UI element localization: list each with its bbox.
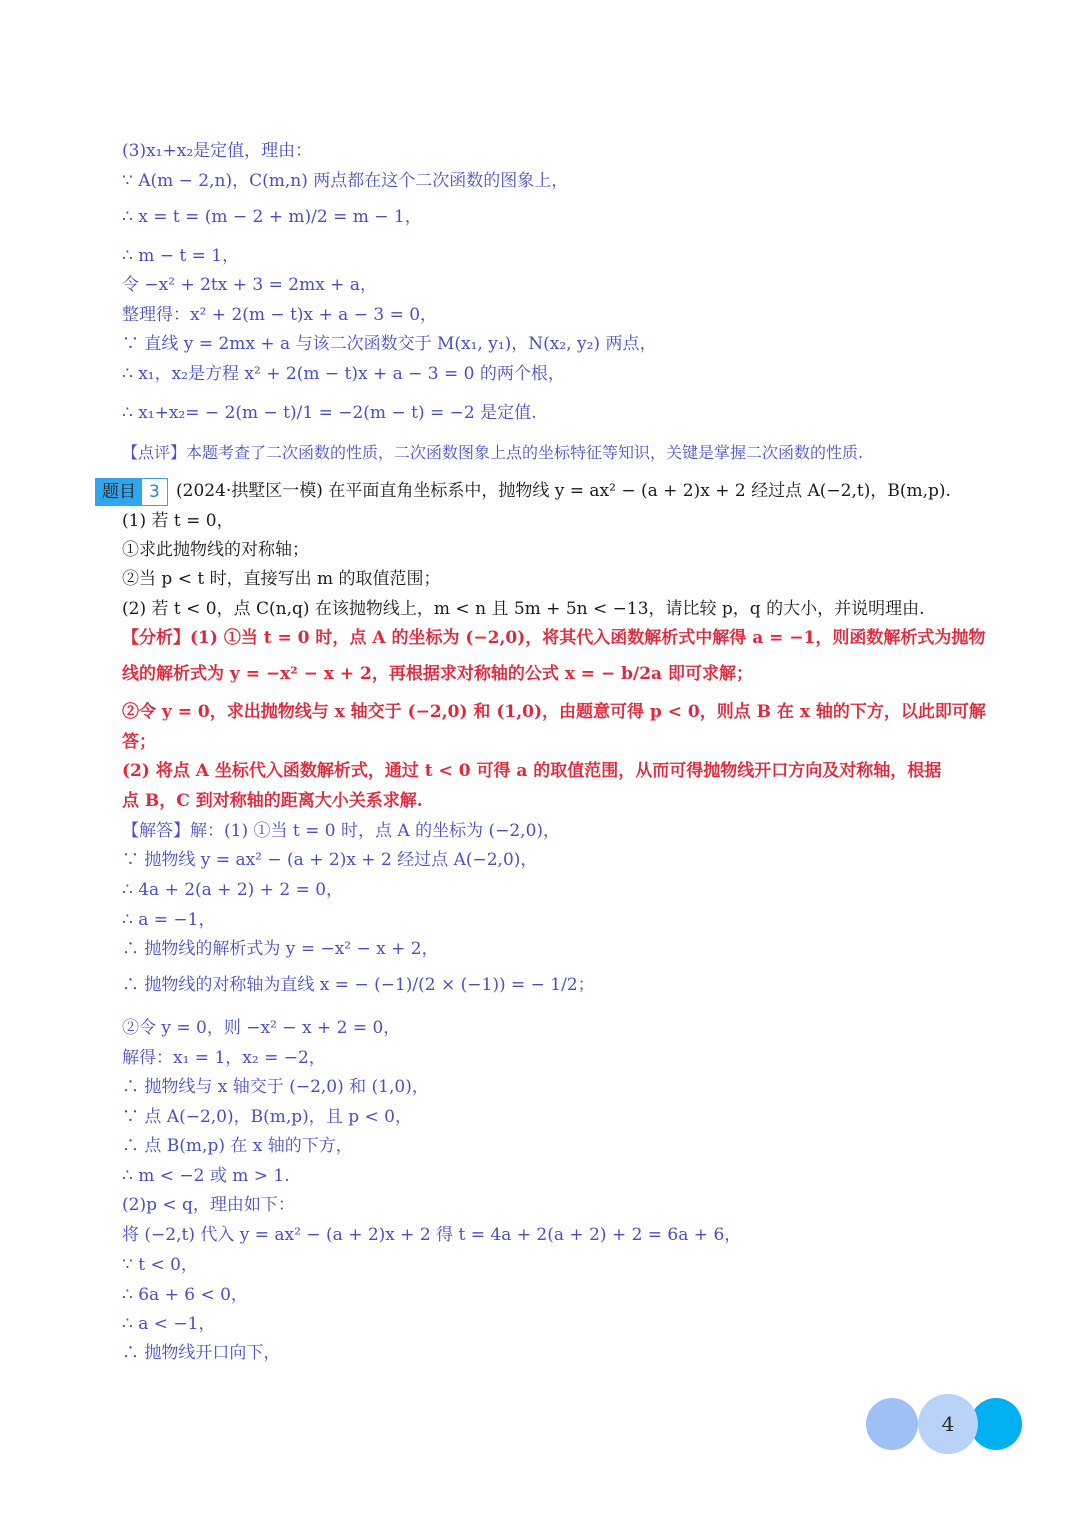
answer-line: ∴ a < −1，: [122, 1314, 216, 1334]
solution-line: (3)x₁+x₂是定值，理由：: [122, 141, 313, 161]
question-part: ①求此抛物线的对称轴；: [122, 540, 309, 560]
page-number: 4: [941, 1412, 955, 1436]
question-stem: (2024·拱墅区一模) 在平面直角坐标系中，抛物线 y = ax² − (a + 2)x + 2 经过点 A(−2,t)，B(m,p).: [176, 481, 951, 501]
answer-line: 【解答】解：(1) ①当 t = 0 时，点 A 的坐标为 (−2,0)，: [122, 821, 561, 841]
answer-line: ∵ 抛物线 y = ax² − (a + 2)x + 2 经过点 A(−2,0)，: [122, 850, 538, 870]
comment-line: 【点评】本题考查了二次函数的性质，二次函数图象上点的坐标特征等知识，关键是掌握二次函数的性质.: [122, 443, 864, 462]
analysis-line: ②令 y = 0，求出抛物线与 x 轴交于 (−2,0) 和 (1,0)，由题意可得 p < 0，则点 B 在 x 轴的下方，以此即可解: [122, 702, 986, 722]
answer-line: ∵ 点 A(−2,0)，B(m,p)，且 p < 0，: [122, 1107, 412, 1127]
answer-line: ②令 y = 0，则 −x² − x + 2 = 0，: [122, 1018, 401, 1038]
answer-line: ∴ 点 B(m,p) 在 x 轴的下方，: [122, 1136, 353, 1156]
answer-line: ∴ 6a + 6 < 0，: [122, 1285, 248, 1305]
solution-line: 整理得：x² + 2(m − t)x + a − 3 = 0，: [122, 305, 438, 325]
solution-line: ∴ x₁+x₂= − 2(m − t)/1 = −2(m − t) = −2 是定值.: [122, 403, 537, 423]
answer-line: 将 (−2,t) 代入 y = ax² − (a + 2)x + 2 得 t = 4a + 2(a + 2) + 2 = 6a + 6，: [122, 1225, 742, 1245]
answer-line: ∴ a = −1，: [122, 910, 216, 930]
answer-line: ∴ m < −2 或 m > 1.: [122, 1166, 290, 1186]
question-tag-label: 题目: [96, 479, 142, 505]
answer-line: 解得：x₁ = 1，x₂ = −2，: [122, 1048, 326, 1068]
answer-line: (2)p < q，理由如下：: [122, 1195, 295, 1215]
solution-line: ∵ 直线 y = 2mx + a 与该二次函数交于 M(x₁, y₁)，N(x₂, y₂) 两点，: [122, 334, 657, 354]
analysis-line: 线的解析式为 y = −x² − x + 2，再根据求对称轴的公式 x = − b/2a 即可求解；: [122, 664, 753, 684]
analysis-line: 答；: [122, 732, 156, 752]
page-badge-left-circle: [866, 1398, 918, 1450]
solution-line: ∵ A(m − 2,n)，C(m,n) 两点都在这个二次函数的图象上，: [122, 171, 569, 191]
question-part: (2) 若 t < 0，点 C(n,q) 在该抛物线上，m < n 且 5m + 5n < −13，请比较 p，q 的大小，并说明理由.: [122, 599, 925, 619]
solution-line: ∴ x = t = (m − 2 + m)/2 = m − 1，: [122, 207, 422, 227]
answer-line: ∴ 抛物线的解析式为 y = −x² − x + 2，: [122, 939, 439, 959]
solution-line: ∴ x₁，x₂是方程 x² + 2(m − t)x + a − 3 = 0 的两个根，: [122, 364, 565, 384]
answer-line: ∴ 4a + 2(a + 2) + 2 = 0，: [122, 880, 344, 900]
answer-line: ∴ 抛物线的对称轴为直线 x = − (−1)/(2 × (−1)) = − 1/2；: [122, 975, 595, 995]
question-tag-number: 3: [142, 479, 167, 505]
answer-line: ∴ 抛物线开口向下，: [122, 1343, 281, 1363]
question-tag: [95, 478, 168, 506]
analysis-line: 【分析】(1) ①当 t = 0 时，点 A 的坐标为 (−2,0)，将其代入函数解析式中解得 a = −1，则函数解析式为抛物: [122, 628, 986, 648]
solution-line: ∴ m − t = 1，: [122, 246, 240, 266]
answer-line: ∵ t < 0，: [122, 1255, 198, 1275]
page-number-badge: [918, 1394, 978, 1454]
answer-line: ∴ 抛物线与 x 轴交于 (−2,0) 和 (1,0)，: [122, 1077, 429, 1097]
question-part: ②当 p < t 时，直接写出 m 的取值范围；: [122, 569, 441, 589]
analysis-line: 点 B，C 到对称轴的距离大小关系求解.: [122, 791, 423, 811]
solution-line: 令 −x² + 2tx + 3 = 2mx + a，: [122, 275, 377, 295]
question-part: (1) 若 t = 0，: [122, 511, 234, 531]
analysis-line: (2) 将点 A 坐标代入函数解析式，通过 t < 0 可得 a 的取值范围，从而可得抛物线开口方向及对称轴，根据: [122, 761, 942, 781]
